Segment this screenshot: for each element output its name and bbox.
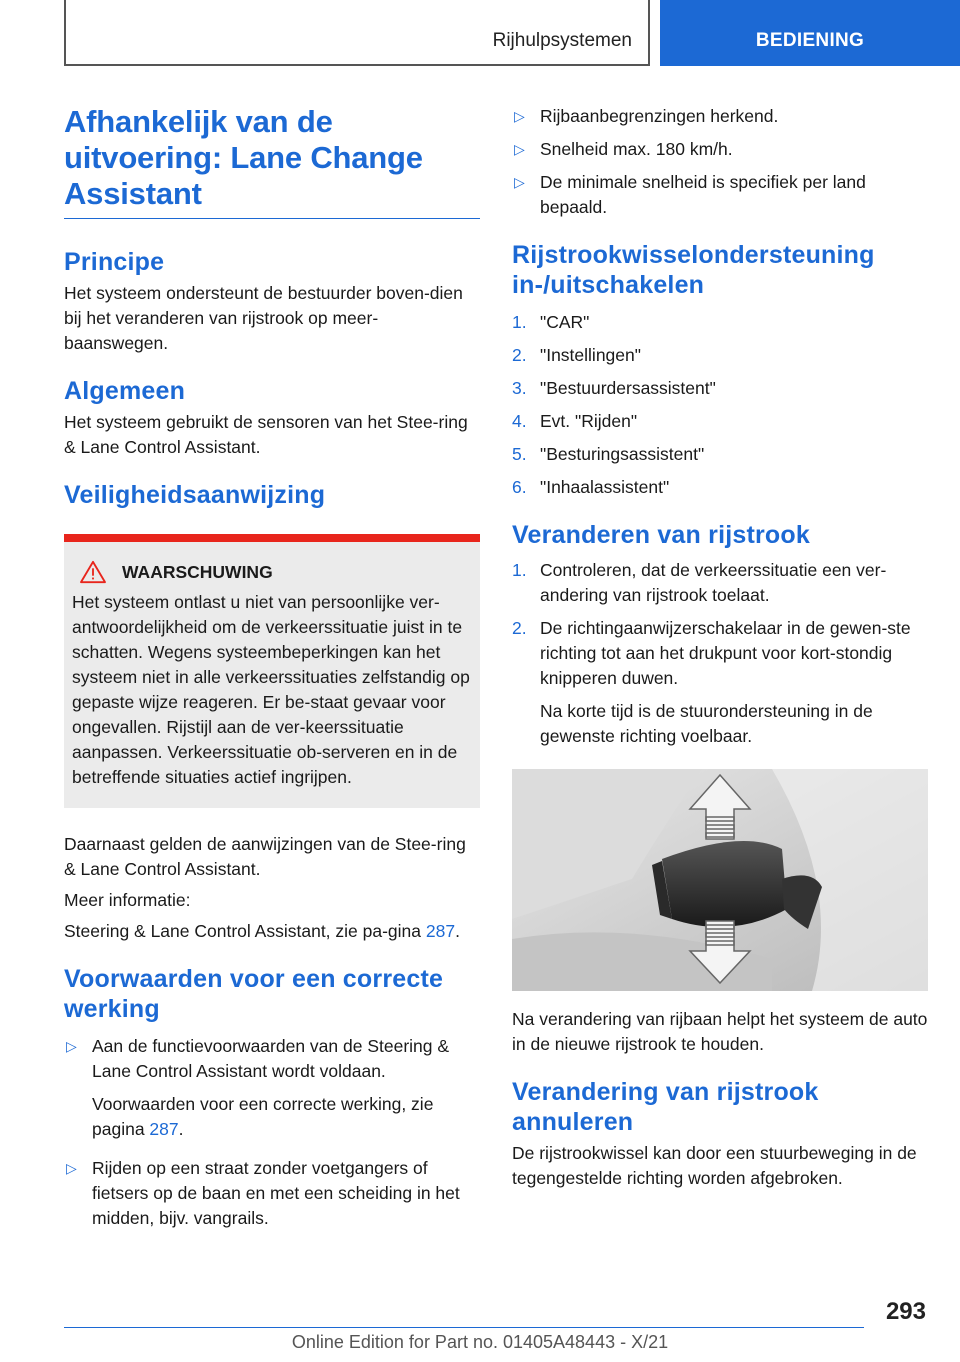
heading-veiligheid: Veiligheidsaanwijzing — [64, 481, 326, 509]
step-item: 1. "CAR" — [512, 312, 590, 332]
heading-algemeen: Algemeen — [64, 377, 186, 405]
right-column — [512, 104, 928, 1191]
step-item: 2. "Instellingen" — [512, 345, 641, 365]
heading-principe: Principe — [64, 248, 165, 276]
turn-signal-lever-figure — [512, 769, 928, 991]
warning-label: WAARSCHUWING — [122, 561, 273, 582]
heading-change: Veranderen van rijstrook — [512, 521, 810, 549]
heading-cancel: Verandering van rijstrook annuleren — [512, 1078, 819, 1136]
bullet-triangle-icon: ▷ — [514, 174, 525, 190]
step-sub-text: Na korte tijd is de stuurondersteuning in de gewenste richting voelbaar. — [540, 701, 873, 746]
bullet-triangle-icon: ▷ — [514, 108, 525, 124]
cancel-text: De rijstrookwissel kan door een stuurbeweging in de tegengestelde richting worden afgebroken. — [512, 1143, 917, 1188]
footer-edition: Online Edition for Part no. 01405A48443 - X/21 — [291, 1332, 669, 1352]
footer-divider — [64, 1327, 864, 1328]
page-number: 293 — [885, 1298, 926, 1325]
reference-text: Steering & Lane Control Assistant, zie pa-gina 287. — [64, 921, 460, 941]
more-info-label: Meer informatie: — [64, 890, 191, 910]
warning-header — [72, 560, 472, 584]
header-chapter-tab — [660, 0, 960, 66]
warning-box — [64, 534, 480, 808]
step-item: 5. "Besturingsassistent" — [512, 444, 705, 464]
header-chapter-title: BEDIENING — [755, 30, 865, 51]
step-item: 6. "Inhaalassistent" — [512, 477, 670, 497]
list-item: ▷ Rijbaanbegrenzingen herkend. — [512, 104, 928, 129]
step-item: 3. "Bestuurdersassistent" — [512, 378, 716, 398]
additional-notes-text: Daarnaast gelden de aanwijzingen van de Stee-ring & Lane Control Assistant. — [64, 834, 466, 879]
algemeen-text: Het systeem gebruikt de sensoren van het Stee-ring & Lane Control Assistant. — [64, 412, 468, 457]
list-item: ▷ Snelheid max. 180 km/h. — [512, 137, 928, 162]
bullet-triangle-icon: ▷ — [66, 1160, 77, 1176]
page-title: Afhankelijk van de uitvoering: Lane Change Assistant — [64, 104, 480, 219]
heading-voorwaarden: Voorwaarden voor een correcte werking — [64, 965, 444, 1023]
warning-text: Het systeem ontlast u niet van persoonlijke ver-antwoordelijkheid om de verkeerssituatie juist in te schatten. Wegens systeembeperkingen kan het systeem niet in alle verkeerssituaties zelfstandig op gepaste wijze reageren. Er be-staat gevaar voor ongevallen. Rijstijl aan de ver-keerssituatie aanpassen. Verkeerssituatie ob-serveren en in de betreffende situaties actief ingrijpen. — [72, 592, 470, 787]
step-item: 1. Controleren, dat de verkeerssituatie een ver-andering van rijstrook toelaat. — [512, 560, 887, 605]
heading-switch: Rijstrookwisselondersteuning in-/uitschakelen — [512, 241, 875, 299]
page-link-287[interactable]: 287 — [149, 1119, 179, 1139]
bullet-triangle-icon: ▷ — [514, 141, 525, 157]
step-item: 2. De richtingaanwijzerschakelaar in de gewen-ste richting tot aan het drukpunt voor kort-stondig knipperen duwen. — [512, 618, 911, 688]
list-item: ▷ Rijden op een straat zonder voetgangers of fietsers op de baan en met een scheiding in het midden, bijv. vangrails. — [64, 1156, 480, 1231]
header-section-title: Rijhulpsystemen — [492, 30, 632, 51]
header-section-tab — [64, 0, 650, 66]
list-item: ▷ Aan de functievoorwaarden van de Steering & Lane Control Assistant wordt voldaan. — [64, 1034, 480, 1084]
warning-triangle-icon — [78, 560, 108, 584]
list-item: ▷ De minimale snelheid is specifiek per land bepaald. — [512, 170, 928, 220]
page-link-287[interactable]: 287 — [425, 921, 456, 941]
bullet-triangle-icon: ▷ — [66, 1038, 77, 1054]
list-item-sub: Voorwaarden voor een correcte werking, zie pagina 287. — [92, 1094, 434, 1139]
left-column — [64, 104, 480, 1239]
step-item: 4. Evt. "Rijden" — [512, 411, 638, 431]
after-figure-text: Na verandering van rijbaan helpt het systeem de auto in de nieuwe rijstrook te houden. — [512, 1009, 928, 1054]
principe-text: Het systeem ondersteunt de bestuurder boven-dien bij het veranderen van rijstrook op meer-baanswegen. — [64, 283, 463, 353]
